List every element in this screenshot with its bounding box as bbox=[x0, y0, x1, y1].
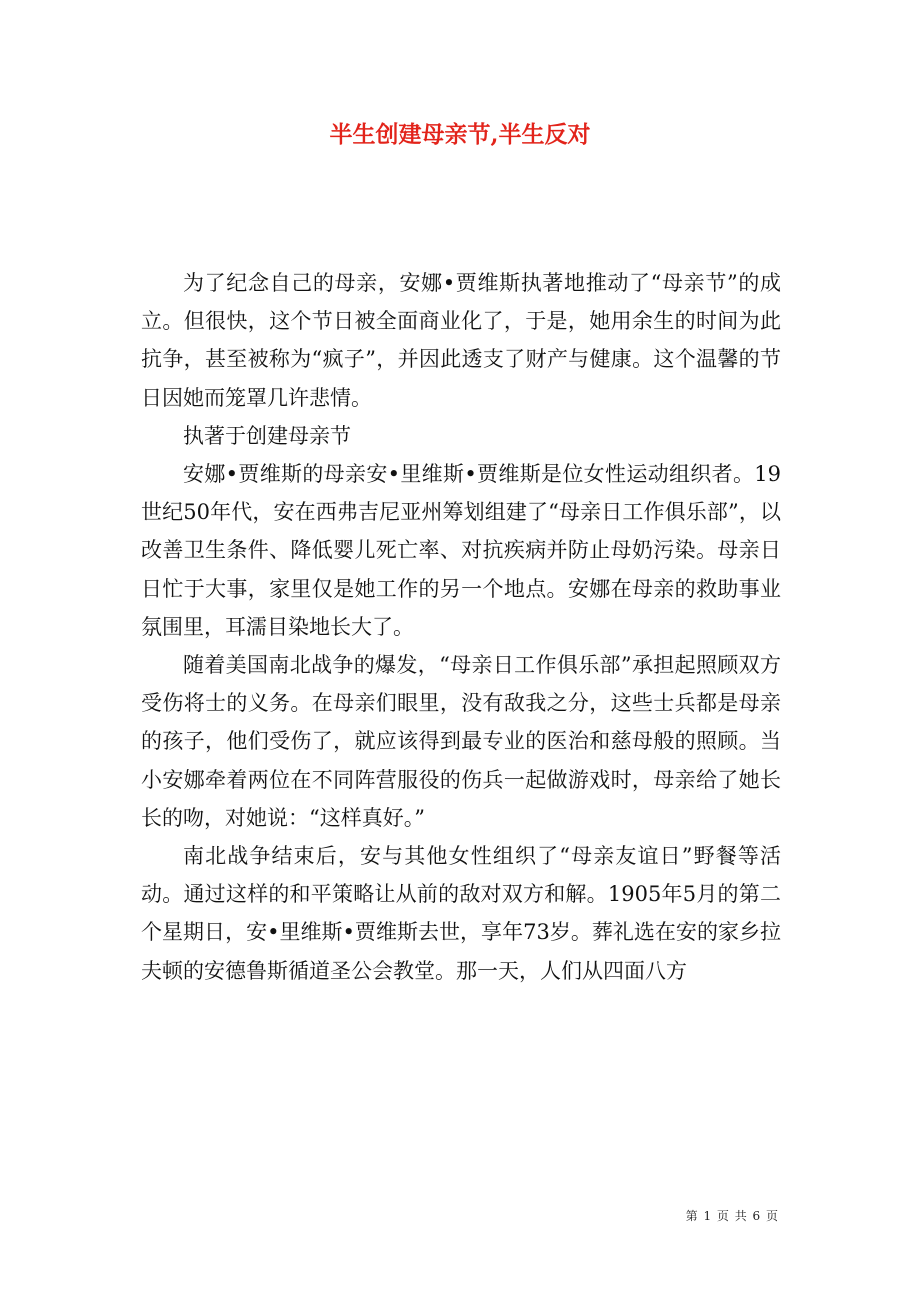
section-heading: 执著于创建母亲节 bbox=[183, 423, 351, 448]
paragraph-intro: 为了纪念自己的母亲，安娜•贾维斯执著地推动了“母亲节”的成立。但很快，这个节日被全面商业化了，于是，她用余生的时间为此抗争，甚至被称为“疯子”，并因此透支了财产与健康。这个温馨的节日因她而笼罩几许悲情。 bbox=[141, 271, 781, 410]
document-title: 半生创建母亲节,半生反对 bbox=[329, 121, 591, 148]
paragraph-after-war: 南北战争结束后，安与其他女性组织了“母亲友谊日”野餐等活动。通过这样的和平策略让从前的敌对双方和解。1905年5月的第二个星期日，安•里维斯•贾维斯去世，享年73岁。葬礼选在安的家乡拉夫顿的安德鲁斯循道圣公会教堂。那一天，人们从四面八方 bbox=[141, 844, 781, 983]
paragraph-mother-background: 安娜•贾维斯的母亲安•里维斯•贾维斯是位女性运动组织者。19世纪50年代，安在西弗吉尼亚州筹划组建了“母亲日工作俱乐部”，以改善卫生条件、降低婴儿死亡率、对抗疾病并防止母奶污染。母亲日日忙于大事，家里仅是她工作的另一个地点。安娜在母亲的救助事业氛围里，耳濡目染地长大了。 bbox=[141, 462, 781, 639]
paragraph-civil-war: 随着美国南北战争的爆发，“母亲日工作俱乐部”承担起照顾双方受伤将士的义务。在母亲们眼里，没有敌我之分，这些士兵都是母亲的孩子，他们受伤了，就应该得到最专业的医治和慈母般的照顾。当小安娜牵着两位在不同阵营服役的伤兵一起做游戏时，母亲给了她长长的吻，对她说：“这样真好。” bbox=[141, 653, 781, 830]
page-footer: 第 1 页 共 6 页 bbox=[685, 1209, 779, 1223]
document-body bbox=[141, 264, 781, 990]
